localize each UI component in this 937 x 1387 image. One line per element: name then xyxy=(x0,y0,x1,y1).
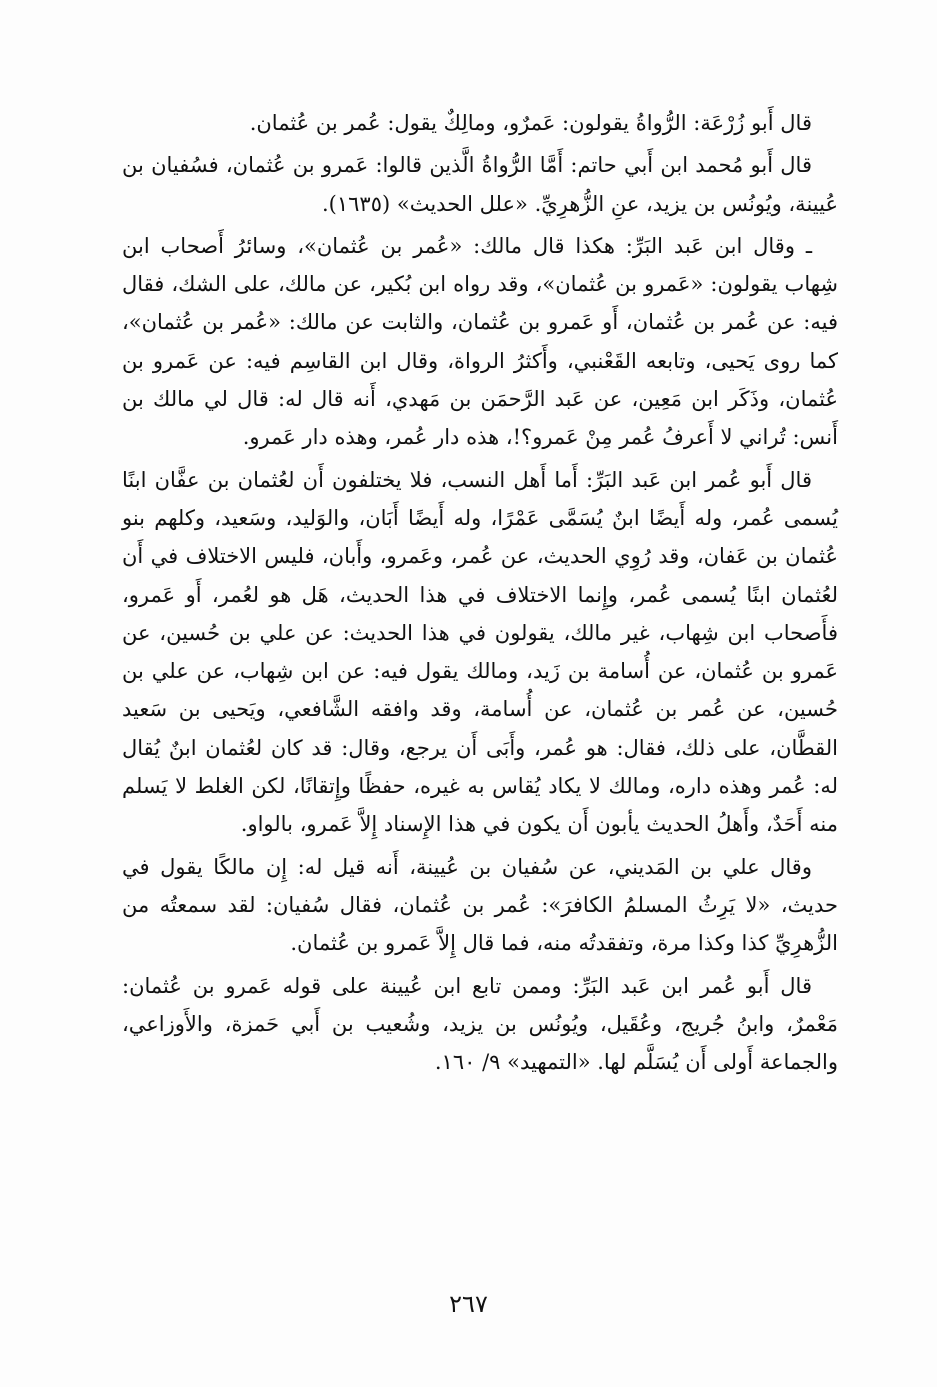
body-text xyxy=(122,104,838,1085)
paragraph-abu-hatim: قال أَبو مُحمد ابن أَبي حاتم: أَمَّا الرُّواةُ الَّذين قالوا: عَمرو بن عُثمان، فسُفيان بن عُيينة، ويُونُس بن يزيد، عنِ الزُّهرِيِّ. «علل الحديث» (١٦٣٥). xyxy=(122,153,838,216)
paragraph-ali-almadini: وقال علي بن المَديني، عن سُفيان بن عُيينة، أَنه قيل له: إِن مالكًا يقول في حديث، «لا يَرِثُ المسلمُ الكافرَ»: عُمر بن عُثمان، فقال سُفيان: لقد سمعتُه من الزُّهرِيِّ كذا وكذا مرة، وتفقدتُه منه، فما قال إِلاَّ عَمرو بن عُثمان. xyxy=(122,854,838,956)
paragraph-ibn-abd-albarr-1: ـ وقال ابن عَبد البَرِّ: هكذا قال مالك: «عُمر بن عُثمان»، وسائرُ أَصحاب ابن شِهاب يقولون: «عَمرو بن عُثمان»، وقد رواه ابن بُكير، عن مالك، على الشك، فقال فيه: عن عُمر بن عُثمان، أَو عَمرو بن عُثمان، والثابت عن مالك: «عُمر بن عُثمان»، كما روى يَحيى، وتابعه القَعْنبي، وأَكثرُ الرواة، وقال ابن القاسِم فيه: عن عَمرو بن عُثمان، وذَكَر ابن مَعِين، عن عَبد الرَّحمَن بن مَهدي، أَنه قال له: قال لي مالك بن أَنس: تُراني لا أَعرفُ عُمر مِنْ عَمرو؟!، هذه دار عُمر، وهذه دار عَمرو. xyxy=(122,233,838,450)
paragraph-ibn-abd-albarr-2: قال أَبو عُمر ابن عَبد البَرِّ: أَما أَهل النسب، فلا يختلفون أَن لعُثمان بن عفَّان ابنًا يُسمى عُمر، وله أَيضًا ابنٌ يُسَمَّى عَمْرًا، وله أَيضًا أَبَان، والوَليد، وسَعيد، وكلهم بنو عُثمان بن عَفان، وقد رُوِي الحديث، عن عُمر، وعَمرو، وأَبان، فليس الاختلاف في أَن لعُثمان ابنًا يُسمى عُمر، وإِنما الاختلاف في هذا الحديث، هَل هو لعُمر، أَو عَمرو، فأَصحاب ابن شِهاب، غير مالك، يقولون في هذا الحديث: عن علي بن حُسين، عن عَمرو بن عُثمان، عن أُسامة بن زَيد، ومالك يقول فيه: عن ابن شِهاب، عن علي بن حُسين، عن عُمر بن عُثمان، عن أُسامة، وقد وافقه الشَّافعي، ويَحيى بن سَعيد القطَّان، على ذلك، فقال: هو عُمر، وأَبَى أَن يرجع، وقال: قد كان لعُثمان ابنٌ يُقال له: عُمر وهذه داره، ومالك لا يكاد يُقاس به غيره، حفظًا وإِتقانًا، لكن الغلط لا يَسلم منه أَحَدٌ، وأَهلُ الحديث يأبون أَن يكون في هذا الإِسناد إِلاَّ عَمرو، بالواو. xyxy=(122,467,838,837)
paragraph-abu-zura: قال أَبو زُرْعَة: الرُّواةُ يقولون: عَمرٌو، ومالِكٌ يقول: عُمر بن عُثمان. xyxy=(249,111,812,135)
page-number: ٢٦٧ xyxy=(449,1290,488,1318)
paragraph-ibn-abd-albarr-3: قال أَبو عُمر ابن عَبد البَرِّ: وممن تابع ابن عُيينة على قوله عَمرو بن عُثمان: مَعْمرٌ، وابنُ جُريج، وعُقَيل، ويُونُس بن يزيد، وشُعيب بن أَبي حَمزة، والأَوزاعي، والجماعة أَولى أَن يُسَلَّم لها. «التمهيد» ٩/ ١٦٠. xyxy=(122,973,838,1075)
